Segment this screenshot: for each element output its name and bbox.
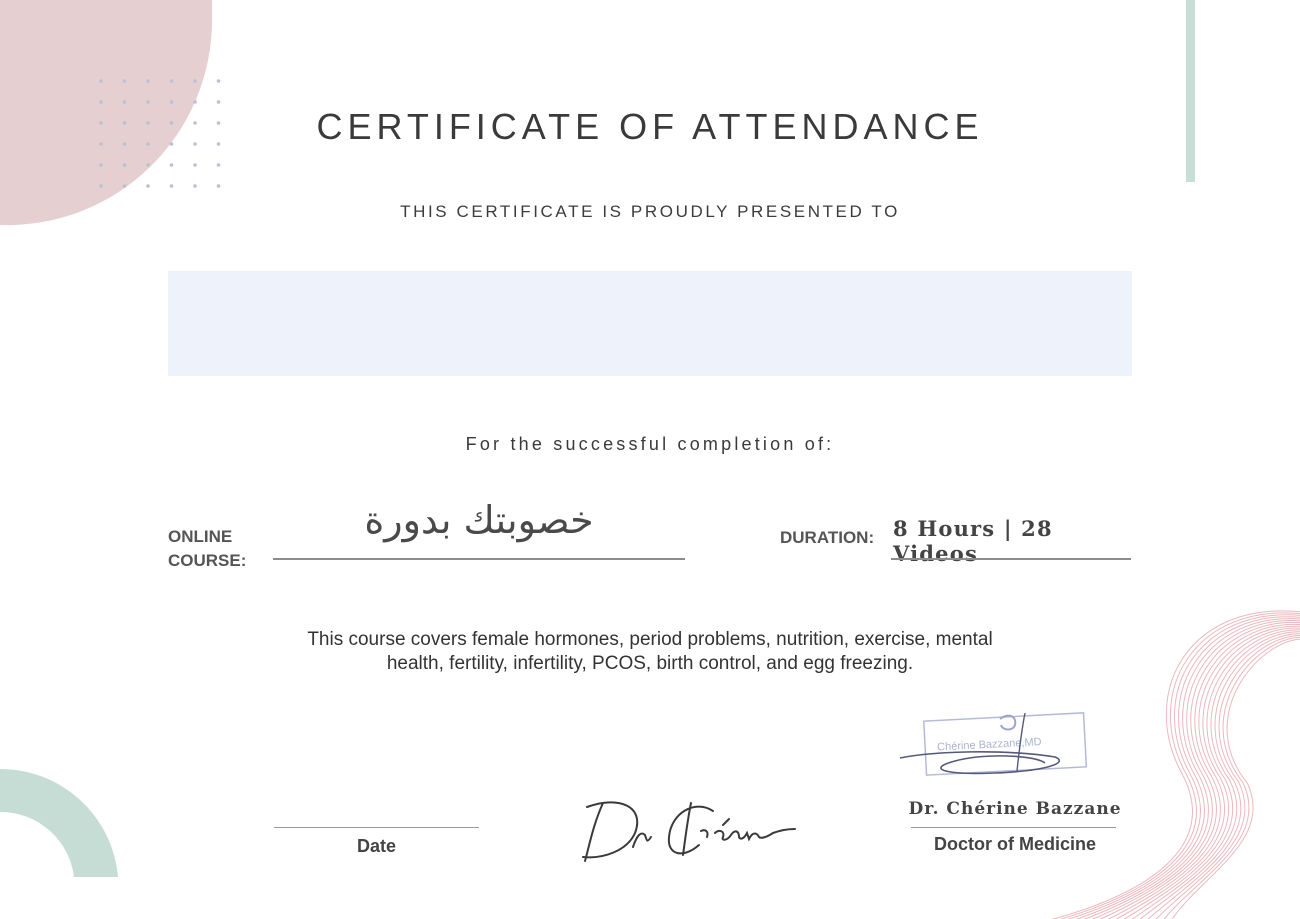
wave-line xyxy=(1115,626,1300,919)
wave-line xyxy=(1139,632,1300,919)
dot xyxy=(170,100,174,104)
dot xyxy=(146,100,150,104)
dot xyxy=(146,163,150,167)
wave-line xyxy=(1091,621,1300,919)
course-name: خصوبتك بدورة xyxy=(364,498,594,542)
signatory-line xyxy=(911,827,1116,828)
course-underline xyxy=(273,558,685,560)
dot xyxy=(170,184,174,188)
signatory-title: Doctor of Medicine xyxy=(933,834,1096,854)
signatory-name: Dr. Chérine Bazzane xyxy=(908,799,1122,819)
dot xyxy=(217,79,221,83)
description-line2: health, fertility, infertility, PCOS, birth control, and egg freezing. xyxy=(386,653,914,674)
course-label-line1: ONLINE xyxy=(168,527,233,546)
stamp-text: Chérine Bazzane,MD xyxy=(936,736,1042,754)
dot xyxy=(123,163,127,167)
doctor-stamp xyxy=(895,703,1095,783)
description-line1: This course covers female hormones, period problems, nutrition, exercise, mental xyxy=(307,629,993,650)
dot xyxy=(193,163,197,167)
certificate-subtitle: THIS CERTIFICATE IS PROUDLY PRESENTED TO xyxy=(400,202,900,221)
teal-bar-decoration xyxy=(1186,0,1195,182)
teal-arc-decoration xyxy=(0,765,125,880)
handwritten-signature xyxy=(575,785,805,875)
dot xyxy=(217,100,221,104)
duration-label: DURATION: xyxy=(780,528,875,547)
date-line xyxy=(274,827,479,828)
dot xyxy=(99,100,103,104)
wave-line xyxy=(1123,628,1300,919)
course-description xyxy=(250,628,1050,676)
dot xyxy=(123,79,127,83)
dot xyxy=(170,163,174,167)
dot xyxy=(193,79,197,83)
dot xyxy=(170,79,174,83)
dot xyxy=(99,163,103,167)
certificate-title: CERTIFICATE OF ATTENDANCE xyxy=(316,106,984,147)
dot xyxy=(99,184,103,188)
date-label: Date xyxy=(356,836,396,856)
dot xyxy=(146,79,150,83)
wave-line xyxy=(1099,622,1300,919)
dot xyxy=(217,184,221,188)
dot xyxy=(123,184,127,188)
duration-underline xyxy=(891,558,1131,560)
dot xyxy=(193,100,197,104)
recipient-name-field[interactable] xyxy=(168,271,1132,376)
course-label xyxy=(168,525,246,573)
dot xyxy=(99,79,103,83)
duration-value: 8 Hours | 28 Videos xyxy=(893,516,1053,566)
dot xyxy=(193,184,197,188)
course-label-line2: COURSE: xyxy=(168,551,247,570)
wave-line xyxy=(1107,624,1300,919)
dot xyxy=(123,100,127,104)
dot xyxy=(217,163,221,167)
dot xyxy=(146,184,150,188)
completion-text: For the successful completion of: xyxy=(465,434,835,454)
